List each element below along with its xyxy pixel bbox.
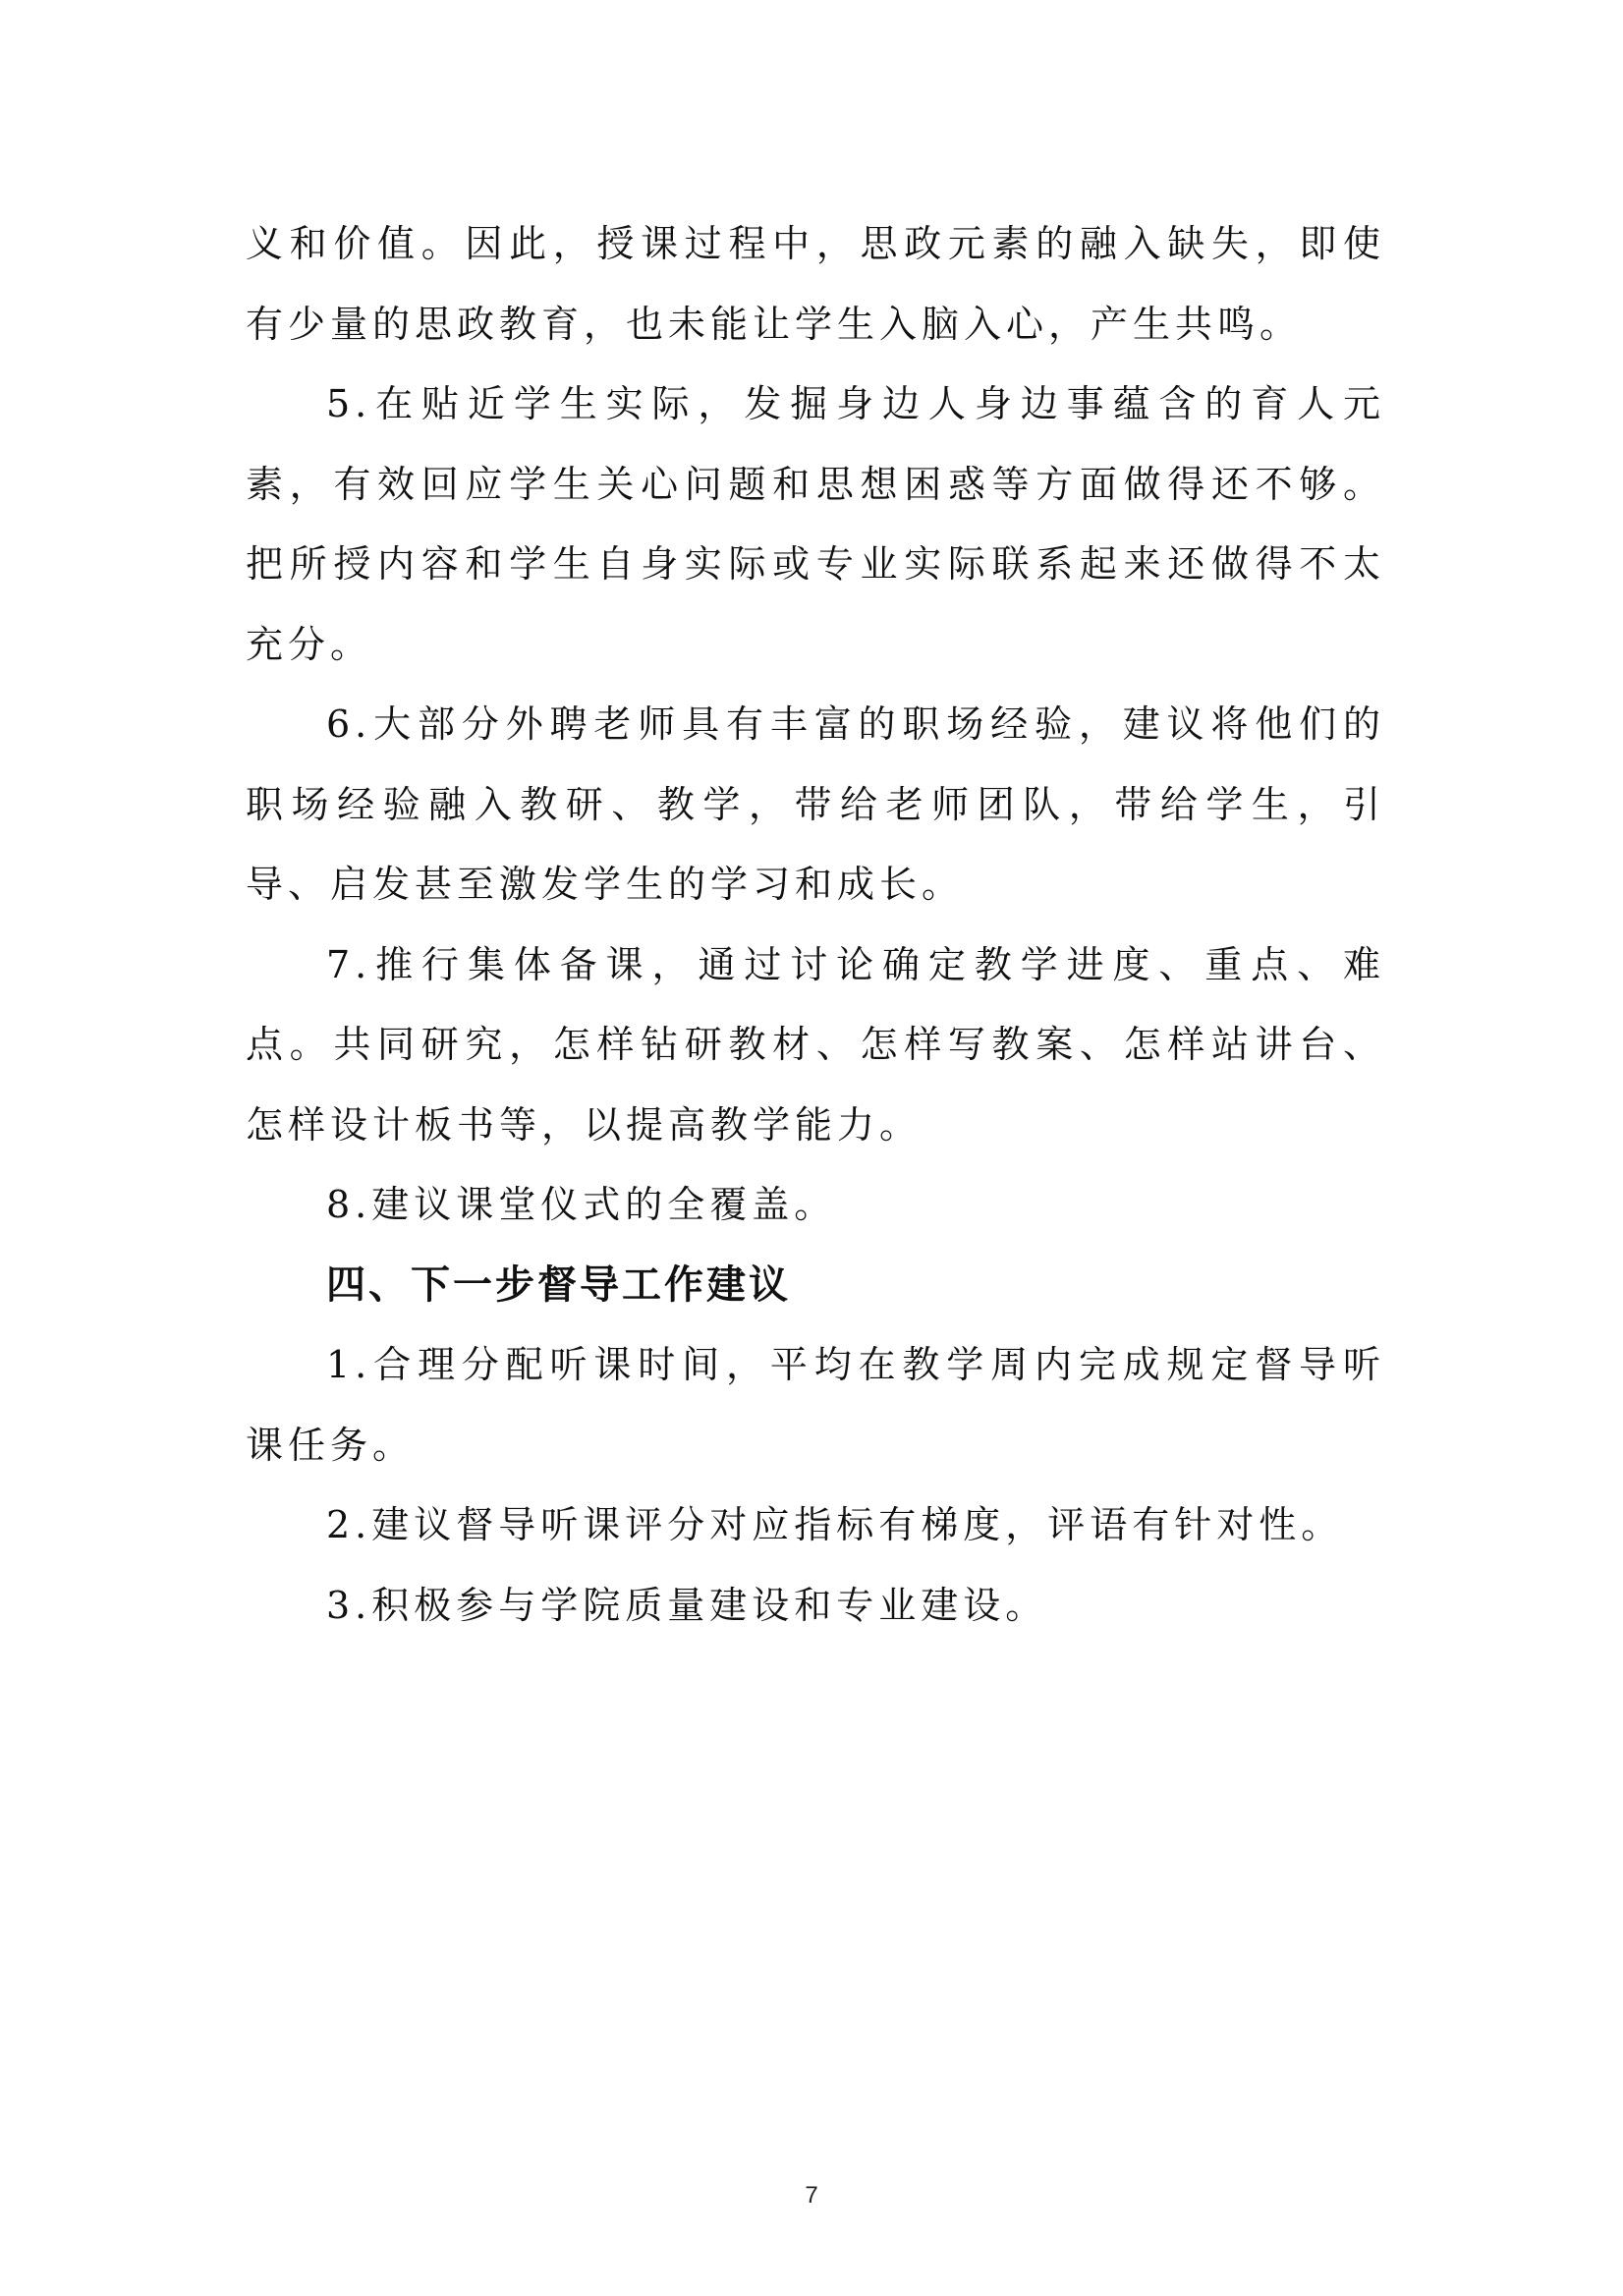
paragraph-item-5: 5.在贴近学生实际，发掘身边人身边事蕴含的育人元素，有效回应学生关心问题和思想困惑等方面做得还不够。把所授内容和学生自身实际或专业实际联系起来还做得不太充分。: [246, 382, 1385, 666]
paragraph-item-7: 7.推行集体备课，通过讨论确定教学进度、重点、难点。共同研究，怎样钻研教材、怎样写教案、怎样站讲台、怎样设计板书等，以提高教学能力。: [246, 942, 1385, 1147]
section-heading: 四、下一步督导工作建议: [326, 1261, 791, 1308]
paragraph-continuation: 义和价值。因此，授课过程中，思政元素的融入缺失，即使有少量的思政教育，也未能让学生入脑入心，产生共鸣。: [246, 222, 1385, 346]
paragraph-item-6: 6.大部分外聘老师具有丰富的职场经验，建议将他们的职场经验融入教研、教学，带给老师团队，带给学生，引导、启发甚至激发学生的学习和成长。: [246, 702, 1385, 906]
paragraph-suggestion-2: 2.建议督导听课评分对应指标有梯度，评语有针对性。: [326, 1503, 1344, 1546]
page-body: [246, 204, 1385, 1646]
page-number: 7: [805, 2182, 818, 2209]
paragraph-suggestion-3: 3.积极参与学院质量建设和专业建设。: [326, 1583, 1048, 1627]
paragraph-item-8: 8.建议课堂仪式的全覆盖。: [326, 1183, 837, 1226]
paragraph-suggestion-1: 1.合理分配听课时间，平均在教学周内完成规定督导听课任务。: [246, 1343, 1385, 1467]
